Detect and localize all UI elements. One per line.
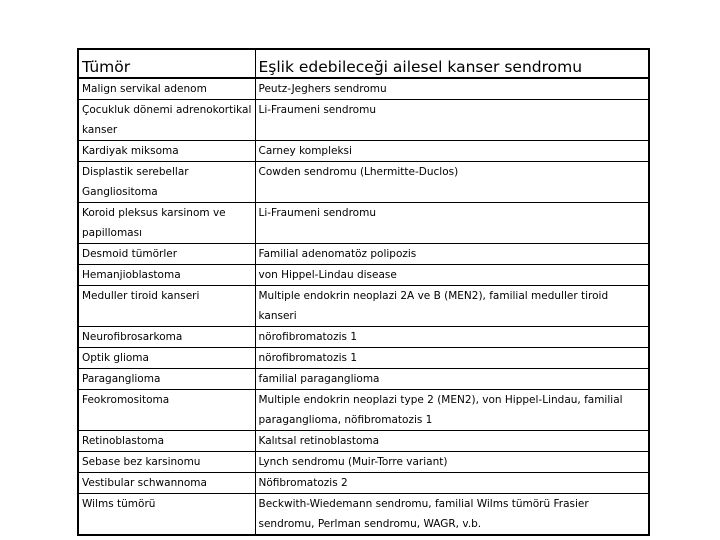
tumor-cell: Hemanjioblastoma — [78, 265, 255, 286]
syndrome-cell: Kalıtsal retinoblastoma — [255, 431, 649, 452]
syndrome-cell: Familial adenomatöz polipozis — [255, 244, 649, 265]
header-tumor: Tümör — [78, 49, 255, 78]
tumor-cell: Wilms tümörü — [78, 494, 255, 536]
tumor-cell: Çocukluk dönemi adrenokortikal kanser — [78, 100, 255, 141]
tumor-cell: Malign servikal adenom — [78, 78, 255, 100]
syndrome-cell: Beckwith-Wiedemann sendromu, familial Wilms tümörü Frasier sendromu, Perlman sendromu, WAGR, v.b. — [255, 494, 649, 536]
tumor-cell: Koroid pleksus karsinom ve papilloması — [78, 203, 255, 244]
tumor-cell: Meduller tiroid kanseri — [78, 286, 255, 327]
tumor-syndrome-table — [77, 48, 650, 536]
header-syndrome: Eşlik edebileceği ailesel kanser sendromu — [255, 49, 649, 78]
table-row — [78, 100, 649, 141]
tumor-cell: Desmoid tümörler — [78, 244, 255, 265]
syndrome-cell: Multiple endokrin neoplazi 2A ve B (MEN2), familial meduller tiroid kanseri — [255, 286, 649, 327]
syndrome-cell: Peutz-Jeghers sendromu — [255, 78, 649, 100]
syndrome-cell: Li-Fraumeni sendromu — [255, 100, 649, 141]
table-row — [78, 431, 649, 452]
table-row — [78, 452, 649, 473]
table-row — [78, 348, 649, 369]
tumor-cell: Neurofibrosarkoma — [78, 327, 255, 348]
tumor-cell: Displastik serebellar Gangliositoma — [78, 162, 255, 203]
syndrome-cell: von Hippel-Lindau disease — [255, 265, 649, 286]
syndrome-cell: Lynch sendromu (Muir-Torre variant) — [255, 452, 649, 473]
table-row — [78, 473, 649, 494]
syndrome-cell: Cowden sendromu (Lhermitte-Duclos) — [255, 162, 649, 203]
syndrome-cell: Carney kompleksi — [255, 141, 649, 162]
tumor-cell: Vestibular schwannoma — [78, 473, 255, 494]
syndrome-cell: nörofibromatozis 1 — [255, 348, 649, 369]
tumor-cell: Sebase bez karsinomu — [78, 452, 255, 473]
table-row — [78, 78, 649, 100]
table-row — [78, 265, 649, 286]
syndrome-cell: familial paraganglioma — [255, 369, 649, 390]
table-row — [78, 327, 649, 348]
table-row — [78, 286, 649, 327]
table-row — [78, 203, 649, 244]
syndrome-cell: Nöfibromatozis 2 — [255, 473, 649, 494]
tumor-cell: Optik glioma — [78, 348, 255, 369]
table-row — [78, 141, 649, 162]
table-row — [78, 244, 649, 265]
tumor-cell: Paraganglioma — [78, 369, 255, 390]
table-row — [78, 390, 649, 431]
table-row — [78, 162, 649, 203]
table-row — [78, 494, 649, 536]
table-row — [78, 369, 649, 390]
table-header-row — [78, 49, 649, 78]
syndrome-cell: Multiple endokrin neoplazi type 2 (MEN2), von Hippel-Lindau, familial paraganglioma, nöfibromatozis 1 — [255, 390, 649, 431]
tumor-cell: Feokromositoma — [78, 390, 255, 431]
syndrome-cell: nörofibromatozis 1 — [255, 327, 649, 348]
syndrome-cell: Li-Fraumeni sendromu — [255, 203, 649, 244]
tumor-cell: Retinoblastoma — [78, 431, 255, 452]
tumor-cell: Kardiyak miksoma — [78, 141, 255, 162]
